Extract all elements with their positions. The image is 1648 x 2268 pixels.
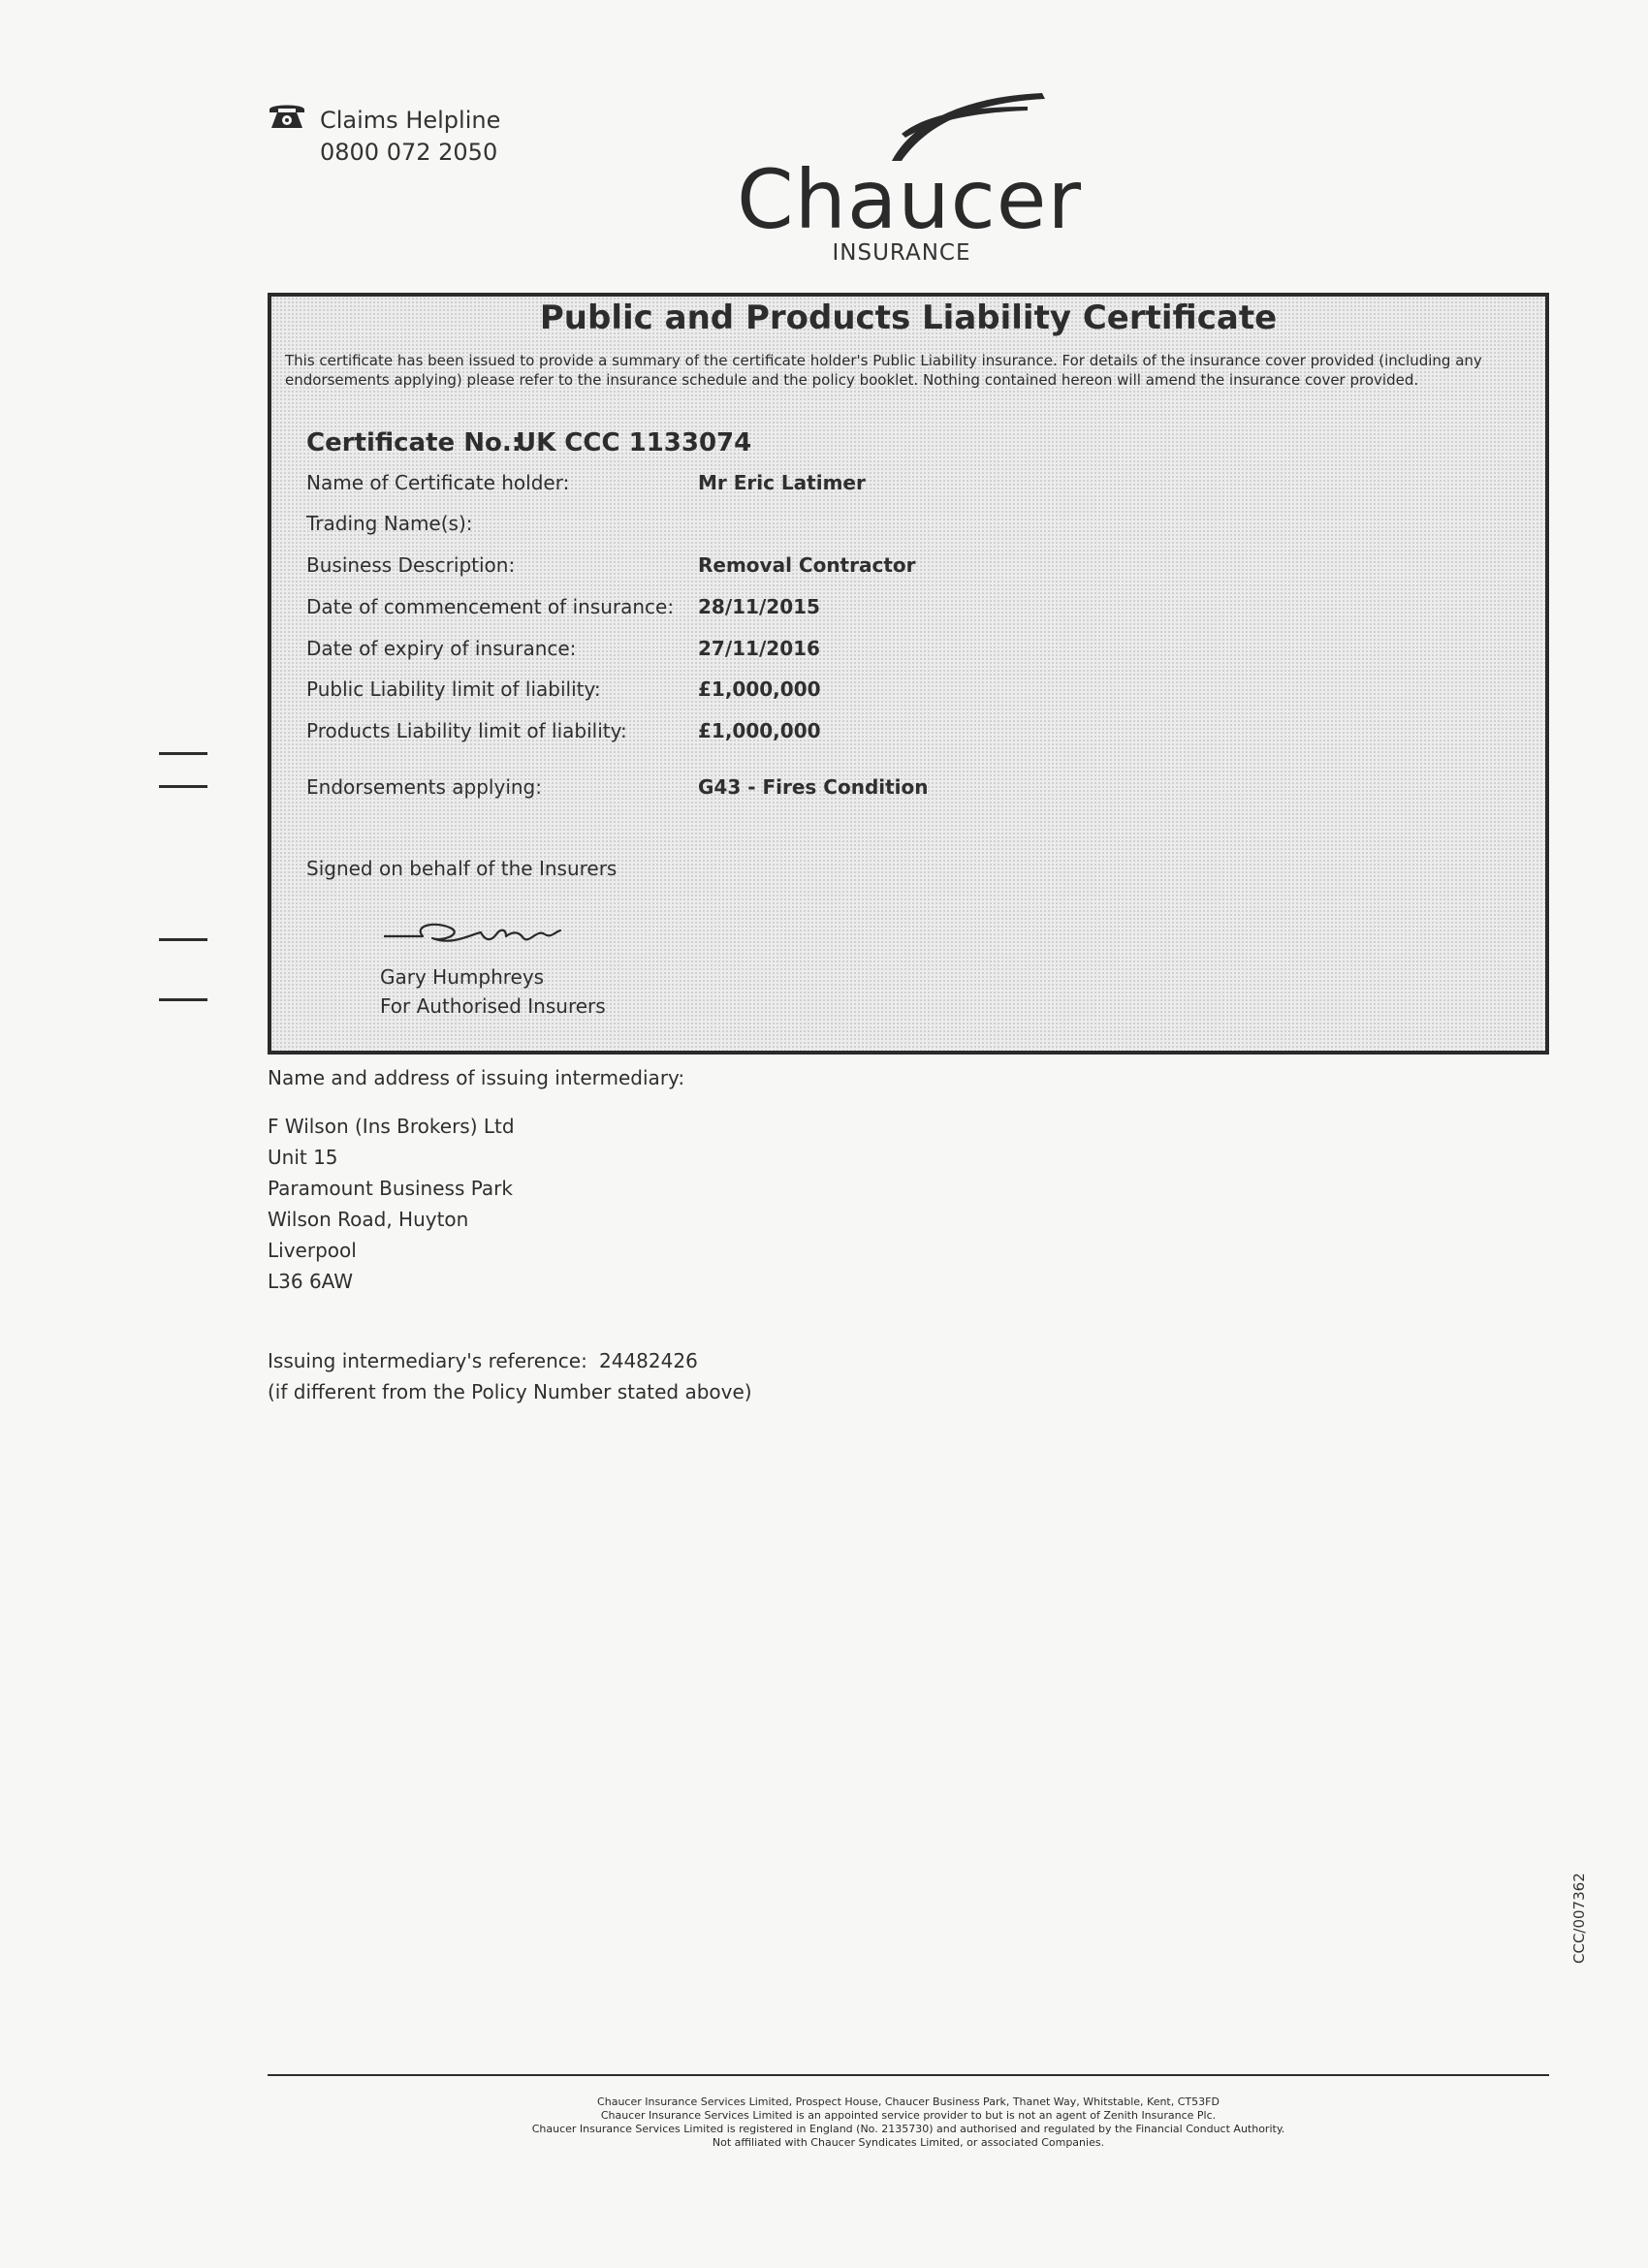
expiry-date-label: Date of expiry of insurance: [306,637,577,660]
address-line-1: F Wilson (Ins Brokers) Ltd [268,1115,515,1138]
intermediary-reference-value: 24482426 [599,1349,698,1372]
business-description-label: Business Description: [306,553,516,577]
footer-line-1: Chaucer Insurance Services Limited, Prospect House, Chaucer Business Park, Thanet Way, Whitstable, Kent, CT53FD [597,2095,1220,2108]
footer-line-4: Not affiliated with Chaucer Syndicates Limited, or associated Companies. [712,2136,1105,2149]
holder-name-value: Mr Eric Latimer [698,471,866,494]
certificate-number-label: Certificate No.: [306,428,523,457]
intermediary-heading: Name and address of issuing intermediary: [268,1066,685,1089]
signature-image [384,907,578,956]
margin-tick [159,752,207,755]
logo-subtitle: INSURANCE [832,240,971,266]
margin-tick [159,998,207,1001]
address-line-6: L36 6AW [268,1270,354,1293]
certificate-title: Public and Products Liability Certificate [539,299,1278,337]
public-liability-value: £1,000,000 [698,677,821,701]
helpline-number: 0800 072 2050 [320,139,498,166]
footer-line-3: Chaucer Insurance Services Limited is registered in England (No. 2135730) and authorised and regulated by the Financial Conduct Authority. [531,2123,1285,2135]
address-line-3: Paramount Business Park [268,1177,513,1200]
logo-name: Chaucer [737,152,1083,247]
certificate-intro: This certificate has been issued to provide a summary of the certificate holder's Public Liability insurance. For details of the insurance cover provided (including any endorsements applying) please refer to the insurance schedule and the policy booklet. Nothing contained hereon will amend the insurance cover provided. [285,352,1482,389]
chaucer-logo [737,85,1083,279]
address-line-5: Liverpool [268,1239,357,1262]
public-liability-label: Public Liability limit of liability: [306,677,601,701]
products-liability-value: £1,000,000 [698,719,821,742]
claims-helpline [320,105,500,169]
address-line-2: Unit 15 [268,1146,338,1169]
signer-role: For Authorised Insurers [380,994,606,1018]
endorsements-value: G43 - Fires Condition [698,775,929,799]
helpline-label: Claims Helpline [320,107,501,134]
intermediary-reference-label: Issuing intermediary's reference: [268,1349,587,1372]
footer [268,2095,1549,2150]
address-line-4: Wilson Road, Huyton [268,1208,469,1231]
telephone-icon [268,101,306,130]
business-description-value: Removal Contractor [698,553,916,577]
certificate-number-value: UK CCC 1133074 [516,428,752,457]
commencement-date-label: Date of commencement of insurance: [306,595,675,618]
margin-tick [159,938,207,941]
endorsements-label: Endorsements applying: [306,775,542,799]
holder-name-label: Name of Certificate holder: [306,471,570,494]
document-code: CCC/007362 [1570,1873,1588,1964]
footer-line-2: Chaucer Insurance Services Limited is an appointed service provider to but is not an agent of Zenith Insurance Plc. [600,2109,1217,2122]
trading-names-label: Trading Name(s): [306,512,473,535]
expiry-date-value: 27/11/2016 [698,637,820,660]
commencement-date-value: 28/11/2015 [698,595,820,618]
products-liability-label: Products Liability limit of liability: [306,719,627,742]
intermediary-reference-note: (if different from the Policy Number stated above) [268,1380,752,1403]
signer-name: Gary Humphreys [380,965,545,989]
signed-statement: Signed on behalf of the Insurers [306,857,618,880]
certificate-box [268,293,1549,1055]
margin-tick [159,785,207,788]
footer-divider [268,2074,1549,2076]
